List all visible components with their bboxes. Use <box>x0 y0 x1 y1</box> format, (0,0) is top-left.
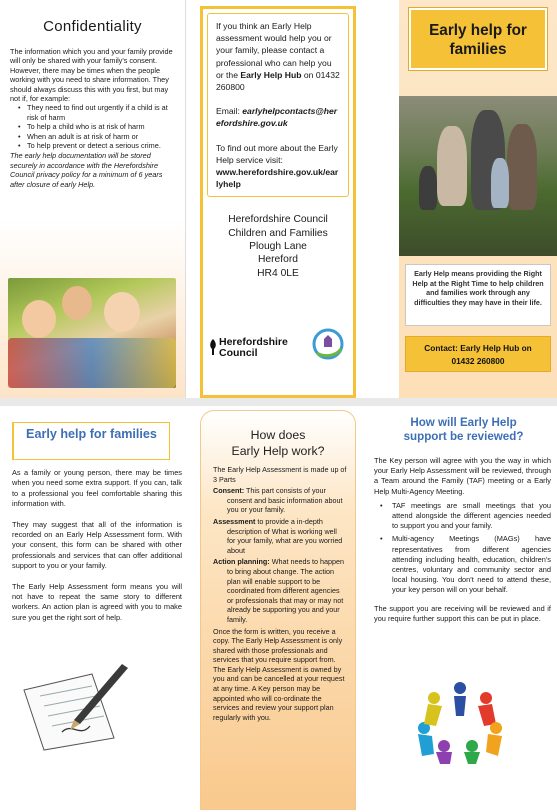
part-consent: Consent: This part consists of your consent and basic information about you or your family. <box>213 486 343 515</box>
family-walking-photo <box>399 96 557 256</box>
cover-tagline: Early Help means providing the Right Help at the Right Time to help children and families work through any difficulties they may have in their life. <box>405 264 551 326</box>
list-item: • TAF meetings are small meetings that you attend alongside the different agencies needed to support you and your family. <box>378 501 551 532</box>
review-title: How will Early Help support be reviewed? <box>403 416 524 443</box>
early-help-title: Early help for families <box>12 422 170 460</box>
how-closing: Once the form is written, you receive a copy. The Early Help Assessment is only shared with those professionals and services that you require support from. The Early Help Assessment is owned by you and can be cancelled at your request at any time. A Key person may be appointed who will co-ordinate the services and review your support plan regularly with you. <box>213 626 345 722</box>
cover-panel <box>399 0 557 398</box>
part-assessment: Assessment to provide a in-depth description of What is working well for your family, what are you worried about <box>213 516 343 555</box>
address-line: Plough Lane <box>249 241 307 253</box>
paragraph: As a family or young person, there may be times when you need some extra support. If you can, talk to a professional you feel comfortable sharing this information with. <box>12 468 182 509</box>
privacy-note: The early help documentation will be stored securely in accordance with the Herefordshire Council privacy policy for a minimum of 6 years after closure of early Help. <box>10 151 163 189</box>
logos <box>211 327 349 365</box>
address-block <box>203 213 353 279</box>
sheet-divider <box>0 398 557 406</box>
review-closing: The support you are receiving will be reviewed and if you require further support this can be put in place. <box>374 603 551 623</box>
cover-title: Early help for families <box>409 8 547 70</box>
early-help-logo-icon <box>311 327 345 361</box>
confidentiality-title: Confidentiality <box>43 18 142 35</box>
how-title: How does Early Help work? <box>231 428 325 458</box>
herefordshire-crest-icon <box>209 339 217 355</box>
contact-lead: If you think an Early Help assessment would help you or your family, please contact a professional who can help you or the <box>216 21 332 80</box>
list-item: • Multi-agency Meetings (MAGs) have representatives from different agencies attending including health, education, children's centres, voluntary and community sector and local housing. You don't need to attend these, your key person will on your behalf. <box>378 534 551 595</box>
more-info: To find out more about the Early Help service visit: <box>216 142 338 165</box>
contact-panel <box>200 6 356 398</box>
address-line: Herefordshire Council <box>228 214 328 226</box>
address-line: Children and Families <box>228 227 328 239</box>
cover-contact-line: Contact: Early Help Hub on <box>424 343 532 353</box>
email-label: Email: <box>216 106 240 117</box>
review-panel <box>370 406 557 812</box>
contact-box <box>207 13 349 197</box>
list-item: • When an adult is at risk of harm or <box>18 132 175 141</box>
email-link[interactable]: earlyhelpcontacts@herefordshire.gov.uk <box>216 106 338 129</box>
children-photo <box>8 278 176 388</box>
how-it-works-panel <box>200 410 356 810</box>
cover-contact-box <box>405 336 551 372</box>
paragraph: They may suggest that all of the information is recorded on an Early Help Assessment form. With your consent, this form can be shared with other professionals and services that can offer additional support to you or your family. <box>12 519 182 571</box>
review-intro: The Key person will agree with you the way in which your Early Help Assessment will be reviewed, through a Team around the Family (TAF) meeting or a Early Help Multi-Agency Meeting. <box>374 456 551 496</box>
how-intro: The Early Help Assessment is made up of 3 Parts <box>213 465 347 484</box>
hub-label: Early Help Hub <box>240 69 302 80</box>
address-line: HR4 0LE <box>257 267 299 279</box>
confidentiality-intro: The information which you and your family provide will only be shared with your family's consent. However, there may be times when the people working with you need to share information. They should always discuss this with you first, but may not if, for example: <box>10 47 173 104</box>
hub-on: on <box>303 69 314 80</box>
form-and-pen-icon <box>14 660 132 752</box>
list-item: • They need to find out urgently if a child is at risk of harm <box>18 103 175 122</box>
part-action-planning: Action planning: What needs to happen to bring about change. The action plan will enable support to be coordinated from different agencies or professionals that may or may not already be supporting you and your family. <box>213 557 345 624</box>
cover-contact-phone: 01432 260800 <box>451 356 505 366</box>
list-item: • To help a child who is at risk of harm <box>18 122 175 131</box>
early-help-panel <box>0 406 186 812</box>
paragraph: The Early Help Assessment form means you will not have to repeat the same story to different workers. An action plan is agreed with you to make sure you get the right sort of help. <box>12 581 182 622</box>
list-item: • To help prevent or detect a serious crime. <box>18 141 175 150</box>
herefordshire-council-logo: Herefordshire Council <box>219 336 288 359</box>
confidentiality-bullets <box>18 103 175 150</box>
review-bullets <box>378 501 551 596</box>
hub-phone: 01432 260800 <box>216 69 340 93</box>
confidentiality-panel <box>0 0 186 398</box>
website-link[interactable]: www.herefordshire.gov.uk/earlyhelp <box>216 167 339 190</box>
people-circle-icon <box>410 680 510 764</box>
address-line: Hereford <box>257 254 299 266</box>
